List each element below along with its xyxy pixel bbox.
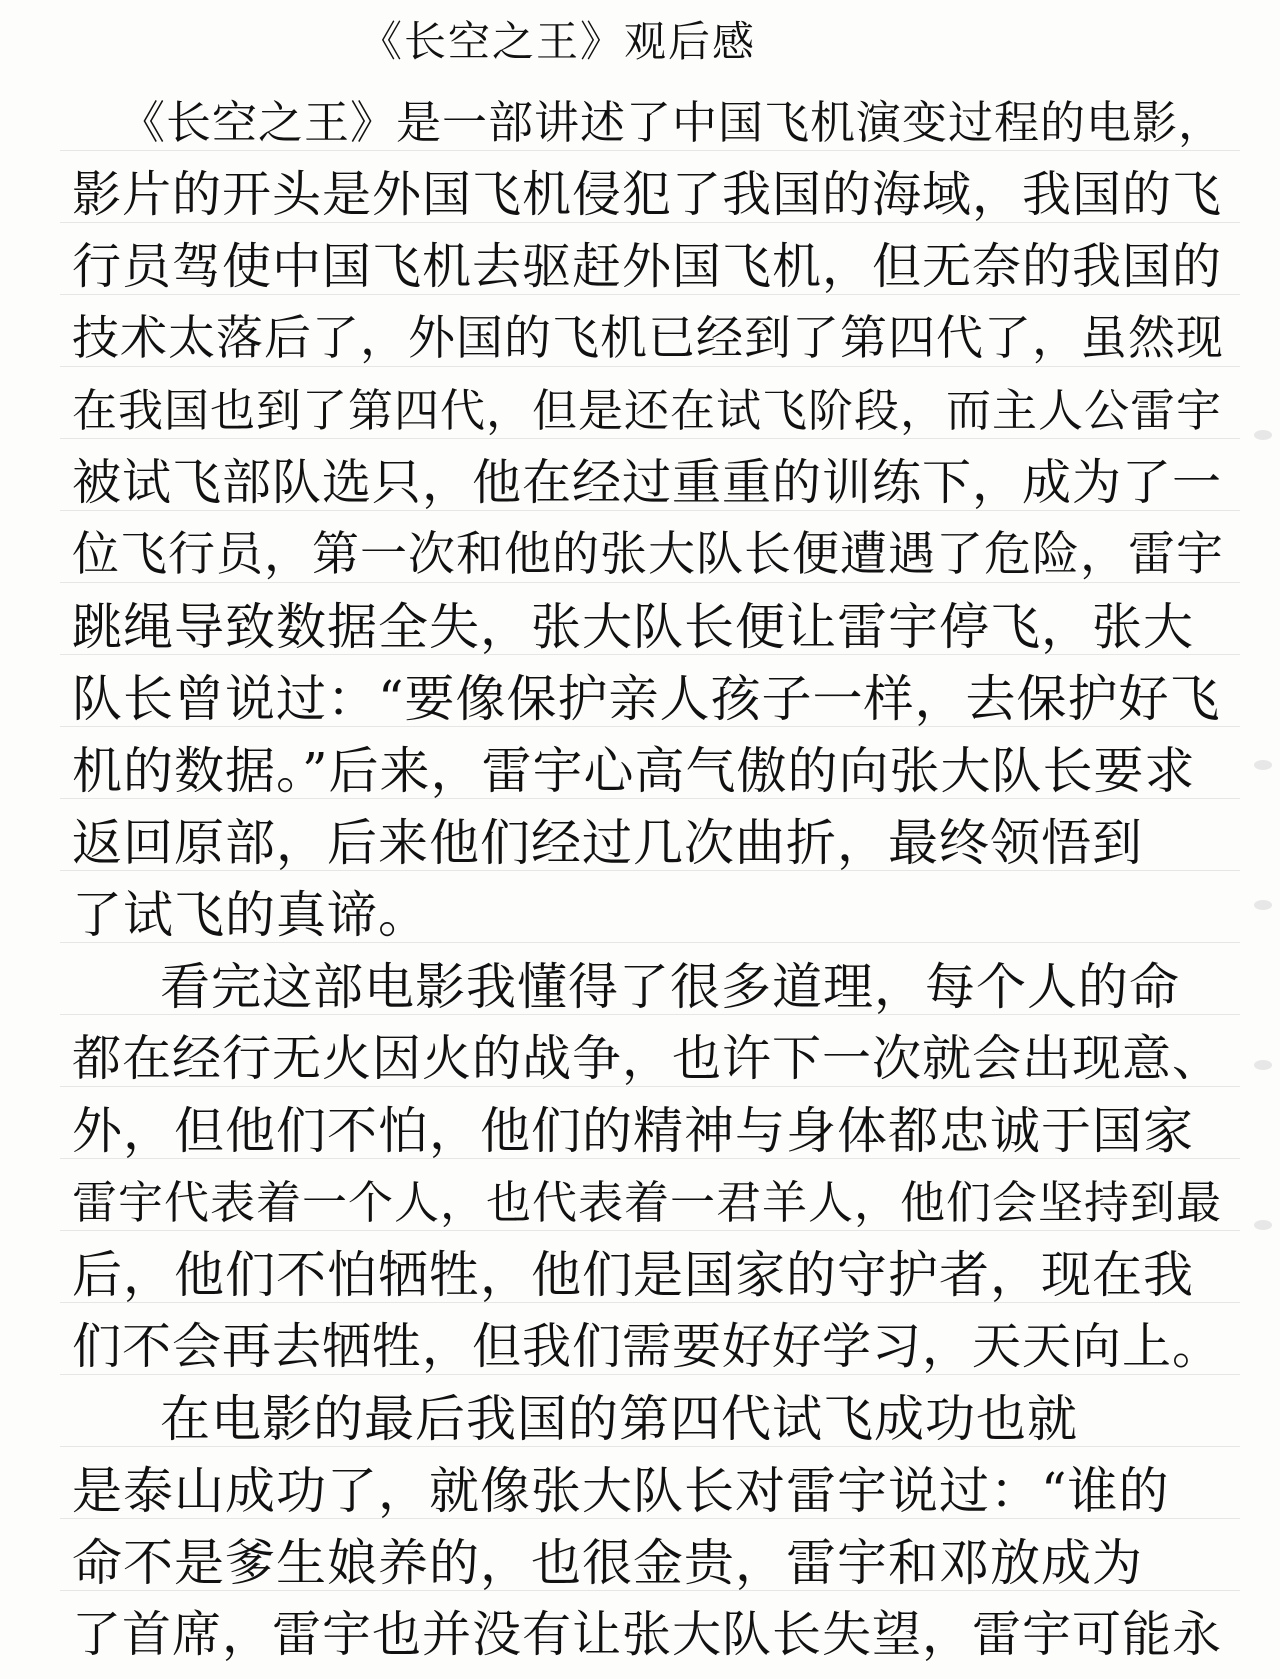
essay-line: 队长曾说过：“要像保护亲人孩子一样，去保护好飞 (72, 670, 1221, 728)
essay-line: 雷宇代表着一个人，也代表着一君羊人，他们会坚持到最 (72, 1176, 1223, 1229)
essay-line: 看完这部电影我懂得了很多道理，每个人的命 (160, 958, 1180, 1016)
margin-hole-mark (1254, 760, 1272, 770)
margin-hole-mark (1254, 430, 1272, 440)
essay-line: 们不会再去牺牲，但我们需要好好学习，天天向上。 (72, 1318, 1223, 1375)
essay-line: 位飞行员，第一次和他的张大队长便遭遇了危险，雷宇 (72, 527, 1224, 582)
essay-line: 跳绳导致数据全失，张大队长便让雷宇停飞，张大 (72, 598, 1194, 656)
essay-line: 是泰山成功了，就像张大队长对雷宇说过：“谁的 (72, 1462, 1170, 1520)
essay-title: 《长空之王》观后感 (360, 17, 757, 66)
essay-line: 在我国也到了第四代，但是还在试飞阶段，而主人公雷宇 (72, 384, 1223, 437)
essay-line: 机的数据。”后来，雷宇心高气傲的向张大队长要求 (72, 742, 1196, 800)
essay-line: 外，但他们不怕，他们的精神与身体都忠诚于国家 (72, 1102, 1194, 1160)
margin-hole-mark (1254, 1220, 1272, 1230)
margin-hole-mark (1254, 900, 1272, 910)
essay-line: 在电影的最后我国的第四代试飞成功也就 (160, 1390, 1078, 1448)
essay-line: 命不是爹生娘养的，也很金贵，雷宇和邓放成为 (72, 1534, 1143, 1592)
essay-line: 技术太落后了，外国的飞机已经到了第四代了，虽然现 (72, 311, 1224, 366)
essay-line: 返回原部，后来他们经过几次曲折，最终领悟到 (72, 814, 1143, 872)
essay-line: 被试飞部队选只，他在经过重重的训练下，成为了一 (72, 454, 1223, 511)
essay-line: 影片的开头是外国飞机侵犯了我国的海域，我国的飞 (72, 166, 1223, 223)
essay-line: 《长空之王》是一部讲述了中国飞机演变过程的电影， (120, 96, 1225, 149)
essay-line: 了试飞的真谛。 (72, 886, 429, 944)
essay-line: 行员驾使中国飞机去驱赶外国飞机，但无奈的我国的 (72, 238, 1223, 295)
essay-line: 都在经行无火因火的战争，也许下一次就会出现意、 (72, 1030, 1223, 1087)
essay-line: 了首席，雷宇也并没有让张大队长失望，雷宇可能永 (72, 1606, 1223, 1663)
margin-hole-mark (1254, 1060, 1272, 1070)
essay-line: 后，他们不怕牺牲，他们是国家的守护者，现在我 (72, 1246, 1194, 1304)
